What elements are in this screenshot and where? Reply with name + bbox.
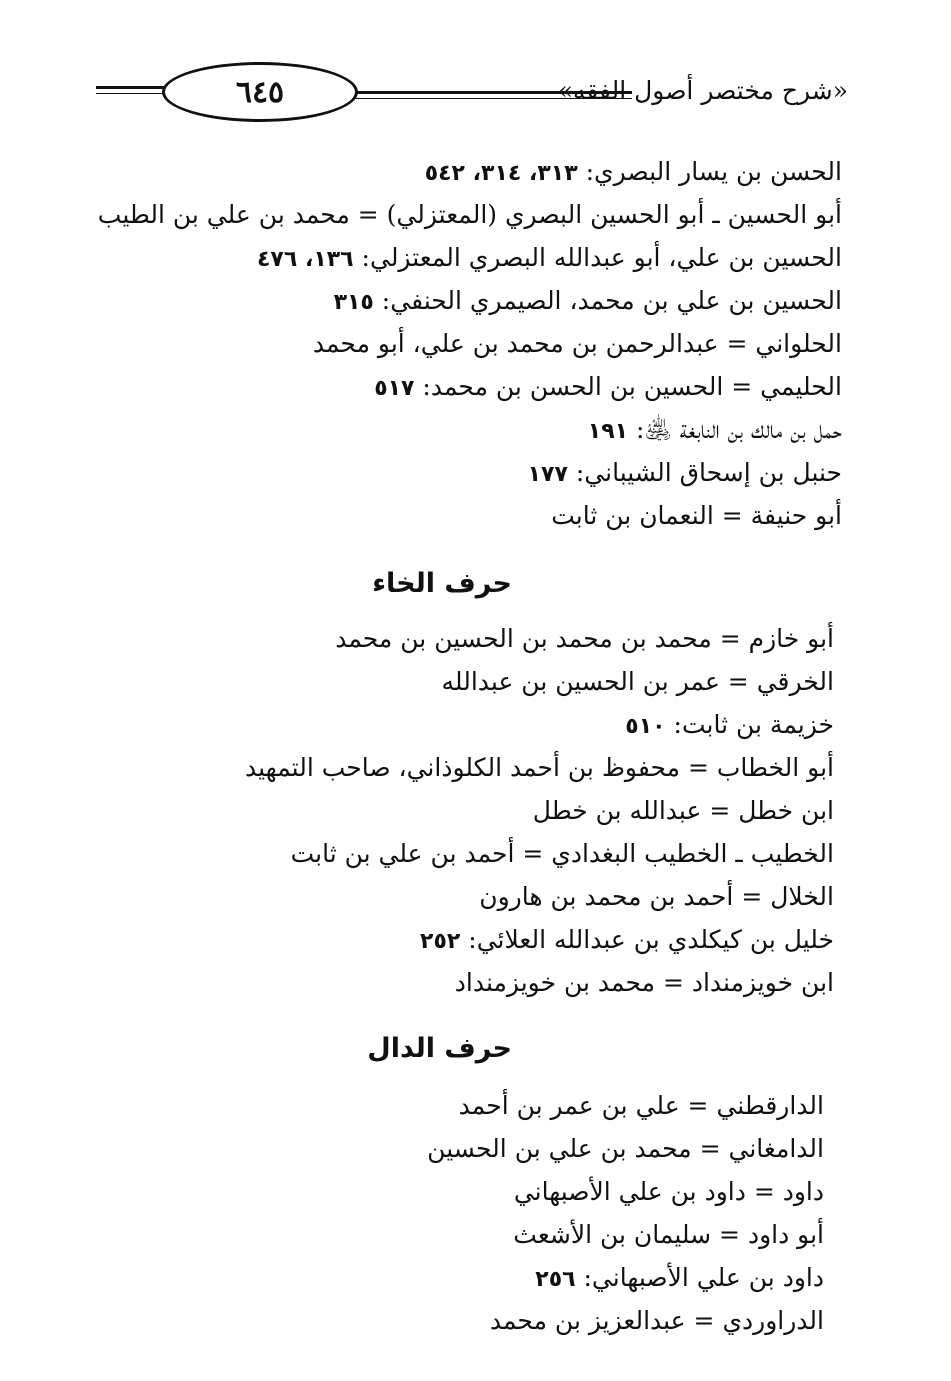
index-entry: الحسن بن يسار البصري: ٣١٣، ٣١٤، ٥٤٢: [424, 157, 842, 186]
page-number-text: ٦٤٥: [235, 74, 285, 110]
index-entry: خزيمة بن ثابت: ٥١٠: [625, 710, 834, 739]
section-ha-continued: [97, 150, 842, 537]
index-entry: أبو حنيفة = النعمان بن ثابت: [551, 501, 842, 530]
index-content: [97, 150, 842, 1342]
index-entry: الحليمي = الحسين بن الحسن بن محمد: ٥١٧: [374, 372, 842, 401]
page-refs: ٣١٥: [333, 290, 374, 315]
index-entry: خليل بن كيكلدي بن عبدالله العلائي: ٢٥٢: [420, 925, 834, 954]
running-title: «شرح مختصر أصول الفقه»: [557, 76, 848, 105]
index-entry: الخلال = أحمد بن محمد بن هارون: [479, 882, 834, 911]
index-entry: أبو الحسين ـ أبو الحسين البصري (المعتزلي) = محمد بن علي بن الطيب: [97, 200, 842, 229]
page-refs: ١٩١: [587, 419, 629, 444]
section-kha: [120, 617, 842, 1004]
page-refs: ٥١٧: [374, 376, 415, 401]
index-entry: حمل بن مالك بن النابغة ﵁: ١٩١: [587, 415, 842, 444]
index-entry: حنبل بن إسحاق الشيباني: ١٧٧: [527, 458, 842, 487]
index-entry: داود بن علي الأصبهاني: ٢٥٦: [535, 1263, 824, 1292]
index-entry: الحلواني = عبدالرحمن بن محمد بن علي، أبو محمد: [312, 329, 842, 358]
page-refs: ٣١٣، ٣١٤، ٥٤٢: [424, 161, 578, 186]
page-header: [96, 58, 848, 122]
index-entry: ابن خويزمنداد = محمد بن خويزمنداد: [454, 968, 834, 997]
page-refs: ٥١٠: [625, 714, 666, 739]
index-entry: أبو خازم = محمد بن محمد بن الحسين بن محمد: [335, 624, 834, 653]
index-entry: أبو داود = سليمان بن الأشعث: [513, 1220, 824, 1249]
page-refs: ٢٥٢: [420, 929, 461, 954]
index-entry: الخرقي = عمر بن الحسين بن عبدالله: [441, 667, 834, 696]
section-dal: [120, 1084, 842, 1342]
index-entry: أبو الخطاب = محفوظ بن أحمد الكلوذاني، صاحب التمهيد: [245, 753, 834, 782]
index-entry: الخطيب ـ الخطيب البغدادي = أحمد بن علي بن ثابت: [290, 839, 834, 868]
index-entry: الدامغاني = محمد بن علي بن الحسين: [427, 1134, 824, 1163]
section-heading-dal: حرف الدال: [367, 1033, 512, 1064]
page-refs: ٢٥٦: [535, 1267, 576, 1292]
page-refs: ١٣٦، ٤٧٦: [256, 247, 354, 272]
index-entry: الدارقطني = علي بن عمر بن أحمد: [458, 1091, 824, 1120]
page-refs: ١٧٧: [527, 462, 568, 487]
index-entry: الحسين بن علي بن محمد، الصيمري الحنفي: ٣١٥: [333, 286, 842, 315]
index-entry: ابن خطل = عبدالله بن خطل: [532, 796, 834, 825]
index-entry: الدراوردي = عبدالعزيز بن محمد: [489, 1306, 824, 1335]
index-entry: داود = داود بن علي الأصبهاني: [513, 1177, 824, 1206]
index-entry: الحسين بن علي، أبو عبدالله البصري المعتزلي: ١٣٦، ٤٧٦: [256, 243, 842, 272]
page-number: [162, 62, 358, 122]
section-heading-kha: حرف الخاء: [372, 568, 512, 599]
